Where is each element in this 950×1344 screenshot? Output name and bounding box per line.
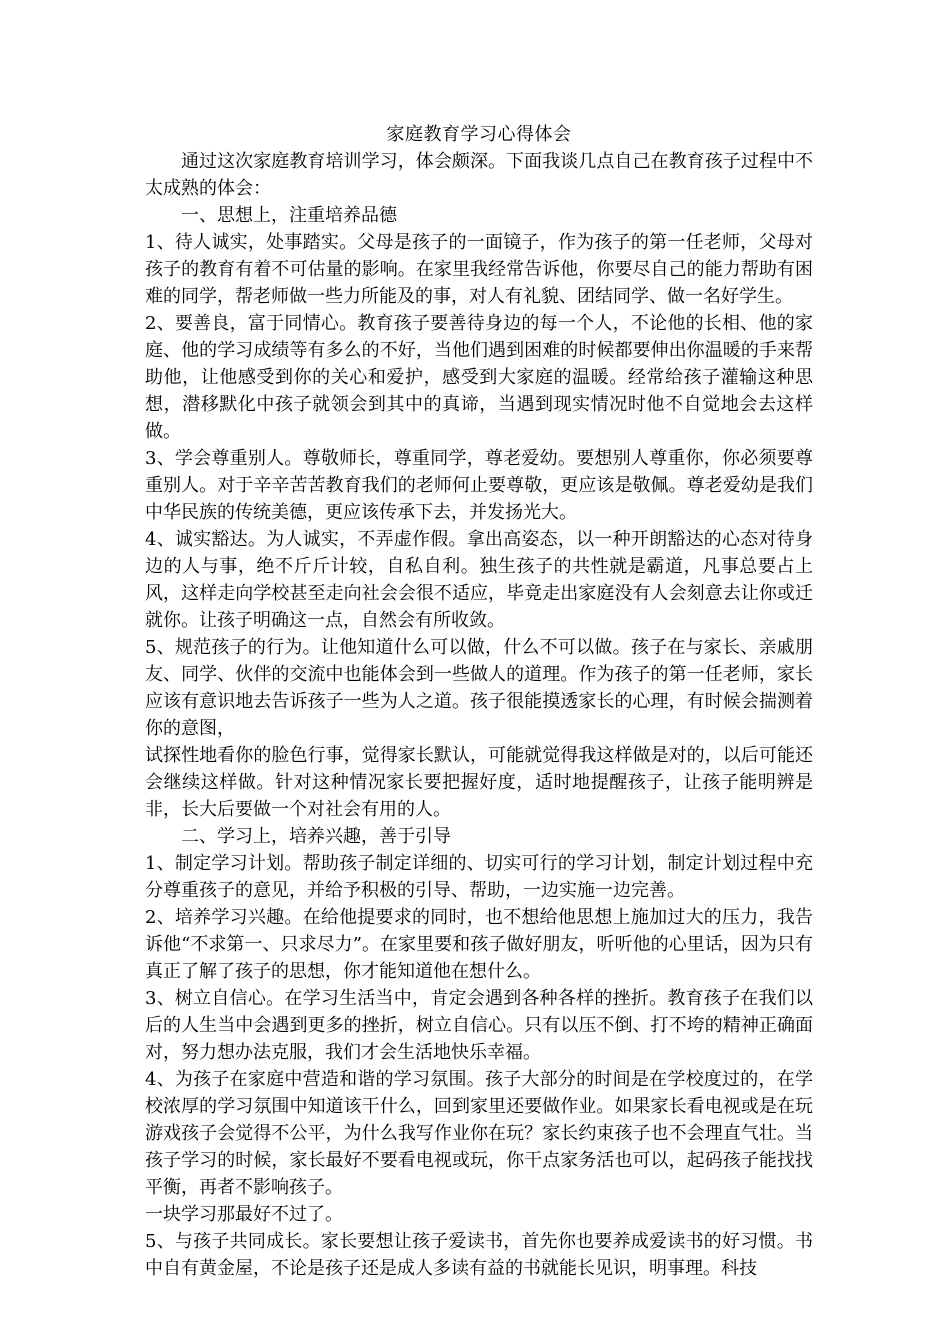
document-body xyxy=(145,121,813,1282)
paragraph-1-5-continued: 试探性地看你的脸色行事，觉得家长默认，可能就觉得我这样做是对的，以后可能还会继续这样做。针对这种情况家长要把握好度，适时地提醒孩子，让孩子能明辨是非，长大后要做一个对社会有用的人。 xyxy=(145,745,813,820)
paragraph-2-3: 3、树立自信心。在学习生活当中，肯定会遇到各种各样的挫折。教育孩子在我们以后的人生当中会遇到更多的挫折，树立自信心。只有以压不倒、打不垮的精神正确面对，努力想办法克服，我们才会生活地快乐幸福。 xyxy=(145,988,813,1063)
paragraph-1-1: 1、待人诚实，处事踏实。父母是孩子的一面镜子，作为孩子的第一任老师，父母对孩子的教育有着不可估量的影响。在家里我经常告诉他，你要尽自己的能力帮助有困难的同学，帮老师做一些力所能及的事，对人有礼貌、团结同学、做一名好学生。 xyxy=(145,232,813,307)
paragraph-1-5: 5、规范孩子的行为。让他知道什么可以做，什么不可以做。孩子在与家长、亲戚朋友、同学、伙伴的交流中也能体会到一些做人的道理。作为孩子的第一任老师，家长应该有意识地去告诉孩子一些为人之道。孩子很能摸透家长的心理，有时候会揣测着你的意图， xyxy=(145,637,813,739)
paragraph-2-4-continued: 一块学习那最好不过了。 xyxy=(145,1204,343,1225)
paragraph-2-1: 1、制定学习计划。帮助孩子制定详细的、切实可行的学习计划，制定计划过程中充分尊重孩子的意见，并给予积极的引导、帮助，一边实施一边完善。 xyxy=(145,853,813,901)
section-heading-2: 二、学习上，培养兴趣，善于引导 xyxy=(181,826,451,847)
paragraph-1-4: 4、诚实豁达。为人诚实，不弄虚作假。拿出高姿态，以一种开朗豁达的心态对待身边的人与事，绝不斤斤计较，自私自利。独生孩子的共性就是霸道，凡事总要占上风，这样走向学校甚至走向社会会很不适应，毕竟走出家庭没有人会刻意去让你或迁就你。让孩子明确这一点，自然会有所收敛。 xyxy=(145,529,813,631)
paragraph-1-2: 2、要善良，富于同情心。教育孩子要善待身边的每一个人，不论他的长相、他的家庭、他的学习成绩等有多么的不好，当他们遇到困难的时候都要伸出你温暖的手来帮助他，让他感受到你的关心和爱护，感受到大家庭的温暖。经常给孩子灌输这种思想，潜移默化中孩子就领会到其中的真谛，当遇到现实情况时他不自觉地会去这样做。 xyxy=(145,313,813,442)
paragraph-2-5: 5、与孩子共同成长。家长要想让孩子爱读书，首先你也要养成爱读书的好习惯。书中自有黄金屋，不论是孩子还是成人多读有益的书就能长见识，明事理。科技 xyxy=(145,1231,813,1279)
document-title: 家庭教育学习心得体会 xyxy=(386,124,572,145)
paragraph-intro: 通过这次家庭教育培训学习，体会颇深。下面我谈几点自己在教育孩子过程中不太成熟的体会： xyxy=(145,151,813,199)
paragraph-2-4: 4、为孩子在家庭中营造和谐的学习氛围。孩子大部分的时间是在学校度过的，在学校浓厚的学习氛围中知道该干什么，回到家里还要做作业。如果家长看电视或是在玩游戏孩子会觉得不公平，为什么我写作业你在玩？家长约束孩子也不会理直气壮。当孩子学习的时候，家长最好不要看电视或玩，你干点家务活也可以，起码孩子能找找平衡，再者不影响孩子。 xyxy=(145,1069,813,1198)
paragraph-2-2: 2、培养学习兴趣。在给他提要求的同时，也不想给他思想上施加过大的压力，我告诉他“不求第一、只求尽力”。在家里要和孩子做好朋友，听听他的心里话，因为只有真正了解了孩子的思想，你才能知道他在想什么。 xyxy=(145,907,813,982)
section-heading-1: 一、思想上，注重培养品德 xyxy=(181,205,397,226)
paragraph-1-3: 3、学会尊重别人。尊敬师长，尊重同学，尊老爱幼。要想别人尊重你，你必须要尊重别人。对于辛辛苦苦教育我们的老师何止要尊敬，更应该是敬佩。尊老爱幼是我们中华民族的传统美德，更应该传承下去，并发扬光大。 xyxy=(145,448,813,523)
